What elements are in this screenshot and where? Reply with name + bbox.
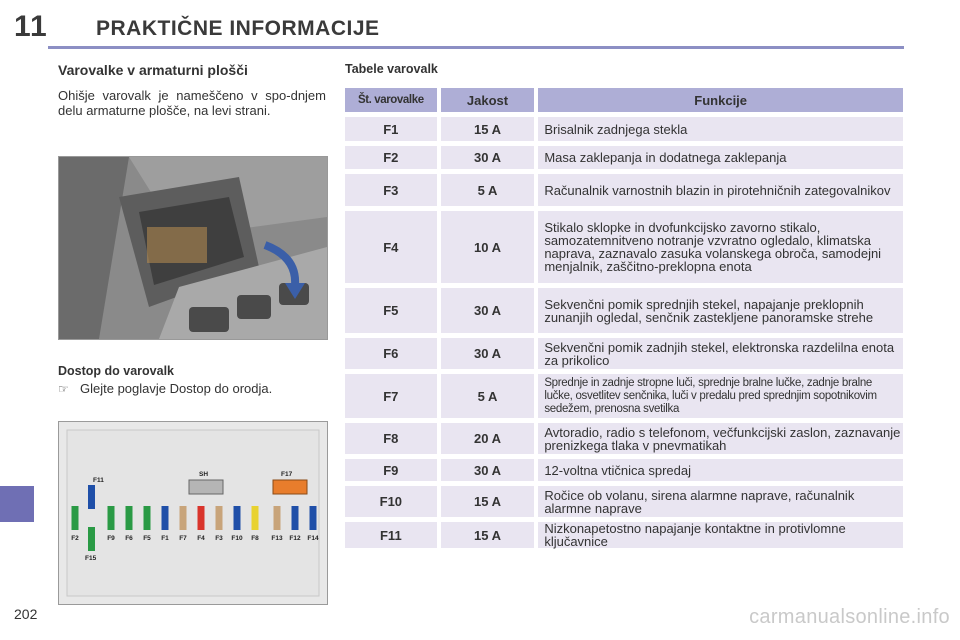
fuse-label-f8: F8: [251, 535, 259, 542]
fuse-label-f13: F13: [271, 535, 283, 542]
table-title: Tabele varovalk: [345, 62, 438, 76]
fuse-box-diagram: [58, 421, 328, 605]
fuse-label-f15: F15: [85, 555, 97, 562]
fuse-table: [345, 88, 903, 553]
fuse-rating: 30 A: [441, 146, 535, 169]
fuse-label-f7: F7: [179, 535, 187, 542]
table-row: [345, 522, 903, 548]
fuse-label-f5: F5: [143, 535, 151, 542]
fuse-rating: 5 A: [441, 374, 535, 418]
fuse-function: 12-voltna vtičnica spredaj: [538, 459, 903, 481]
fuse-f9: [108, 506, 115, 530]
fuse-f11: [88, 485, 95, 509]
fuse-function: Brisalnik zadnjega stekla: [538, 117, 903, 141]
fuse-f14: [310, 506, 317, 530]
fuse-f6: [126, 506, 133, 530]
fuse-f12: [292, 506, 299, 530]
fuse-rating: 30 A: [441, 288, 535, 333]
fuse-id: F10: [345, 486, 437, 517]
header-fuse-number: Št. varovalke: [345, 88, 437, 112]
fuse-id: F5: [345, 288, 437, 333]
header-rating: Jakost: [441, 88, 535, 112]
table-row: [345, 338, 903, 369]
table-row: [345, 374, 903, 418]
table-row: [345, 174, 903, 206]
fuse-function: Masa zaklepanja in dodatnega zaklepanja: [538, 146, 903, 169]
section-heading: Varovalke v armaturni plošči: [58, 62, 248, 78]
access-instruction: [58, 381, 272, 396]
table-row: [345, 459, 903, 481]
fuse-label-f10: F10: [231, 535, 243, 542]
pointing-hand-icon: ☞: [58, 382, 69, 396]
fuse-f10: [234, 506, 241, 530]
fuse-f7: [180, 506, 187, 530]
access-text: Glejte poglavje Dostop do orodja.: [80, 381, 273, 396]
dashboard-illustration: [59, 157, 327, 339]
section-text: Ohišje varovalk je nameščeno v spo-dnjem delu armaturne plošče, na levi strani.: [58, 88, 326, 118]
fuse-rating: 5 A: [441, 174, 535, 206]
fuse-box-location-photo: [58, 156, 328, 340]
fuse-label-f9: F9: [107, 535, 115, 542]
fuse-f8: [252, 506, 259, 530]
table-row: [345, 211, 903, 283]
fuse-f13: [274, 506, 281, 530]
table-row: [345, 117, 903, 141]
fuse-label-f1: F1: [161, 535, 169, 542]
table-header-row: [345, 88, 903, 112]
fuse-f5: [144, 506, 151, 530]
fuse-function: Nizkonapetostno napajanje kontaktne in protivlomne ključavnice: [538, 522, 903, 548]
fuse-f17: [273, 480, 307, 494]
fuse-id: F6: [345, 338, 437, 369]
fuse-function: Avtoradio, radio s telefonom, večfunkcijski zaslon, zaznavanje prenizkega tlaka v pnevmatikah: [538, 423, 903, 454]
fuse-id: F8: [345, 423, 437, 454]
fuse-rating: 30 A: [441, 459, 535, 481]
header-rule: [48, 46, 904, 49]
fuse-label-f2: F2: [71, 535, 79, 542]
fuse-label-f11: F11: [93, 477, 104, 484]
fuse-function: Stikalo sklopke in dvofunkcijsko zavorno stikalo, samozatemnitveno notranje vzvratno ogledalo, klimatska naprava, zaznavalo zasuka volanskega obroča, samodejni menjalnik, zaščitno-preklopna enota: [538, 211, 903, 283]
chapter-number: 11: [14, 10, 48, 43]
shunt-sh: [189, 480, 223, 494]
fuse-label-f12: F12: [289, 535, 301, 542]
fuse-layout-diagram: [59, 422, 327, 604]
page-title: PRAKTIČNE INFORMACIJE: [96, 17, 380, 40]
fuse-rating: 15 A: [441, 486, 535, 517]
fuse-id: F2: [345, 146, 437, 169]
chapter-side-tab: [0, 486, 34, 522]
fuse-f15: [88, 527, 95, 551]
fuse-f3: [216, 506, 223, 530]
fuse-function: Sekvenčni pomik zadnjih stekel, elektronska razdelilna enota za prikolico: [538, 338, 903, 369]
fuse-rating: 30 A: [441, 338, 535, 369]
page-number: 202: [14, 606, 38, 622]
fuse-function: Sprednje in zadnje stropne luči, sprednje bralne lučke, zadnje bralne lučke, osvetlitev senčnika, luči v predalu pred sprednjim sopotnikovim sedežem, prenosna svetilka: [538, 374, 903, 418]
table-row: [345, 288, 903, 333]
fuse-rating: 15 A: [441, 117, 535, 141]
table-row: [345, 486, 903, 517]
fuse-rating: 10 A: [441, 211, 535, 283]
fuse-f4: [198, 506, 205, 530]
fuse-id: F4: [345, 211, 437, 283]
fuse-function: Računalnik varnostnih blazin in pirotehničnih zategovalnikov: [538, 174, 903, 206]
fuse-id: F7: [345, 374, 437, 418]
fuse-id: F3: [345, 174, 437, 206]
header-function: Funkcije: [538, 88, 903, 112]
table-row: [345, 146, 903, 169]
access-heading: Dostop do varovalk: [58, 364, 174, 378]
fuse-label-f4: F4: [197, 535, 205, 542]
fuse-label-f14: F14: [307, 535, 319, 542]
fuse-f2: [72, 506, 79, 530]
fuse-function: Ročice ob volanu, sirena alarmne naprave, računalnik alarmne naprave: [538, 486, 903, 517]
fuse-function: Sekvenčni pomik sprednjih stekel, napajanje preklopnih zunanjih ogledal, senčnik zastekljene panoramske strehe: [538, 288, 903, 333]
watermark: carmanualsonline.info: [749, 606, 950, 628]
relay-label-sh: SH: [199, 471, 209, 478]
fuse-id: F1: [345, 117, 437, 141]
fuse-label-f3: F3: [215, 535, 223, 542]
fuse-label-f6: F6: [125, 535, 133, 542]
fuse-rating: 20 A: [441, 423, 535, 454]
fuse-id: F9: [345, 459, 437, 481]
table-row: [345, 423, 903, 454]
fuse-rating: 15 A: [441, 522, 535, 548]
fuse-f1: [162, 506, 169, 530]
fuse-id: F11: [345, 522, 437, 548]
fuse-label-f17: F17: [281, 471, 293, 478]
